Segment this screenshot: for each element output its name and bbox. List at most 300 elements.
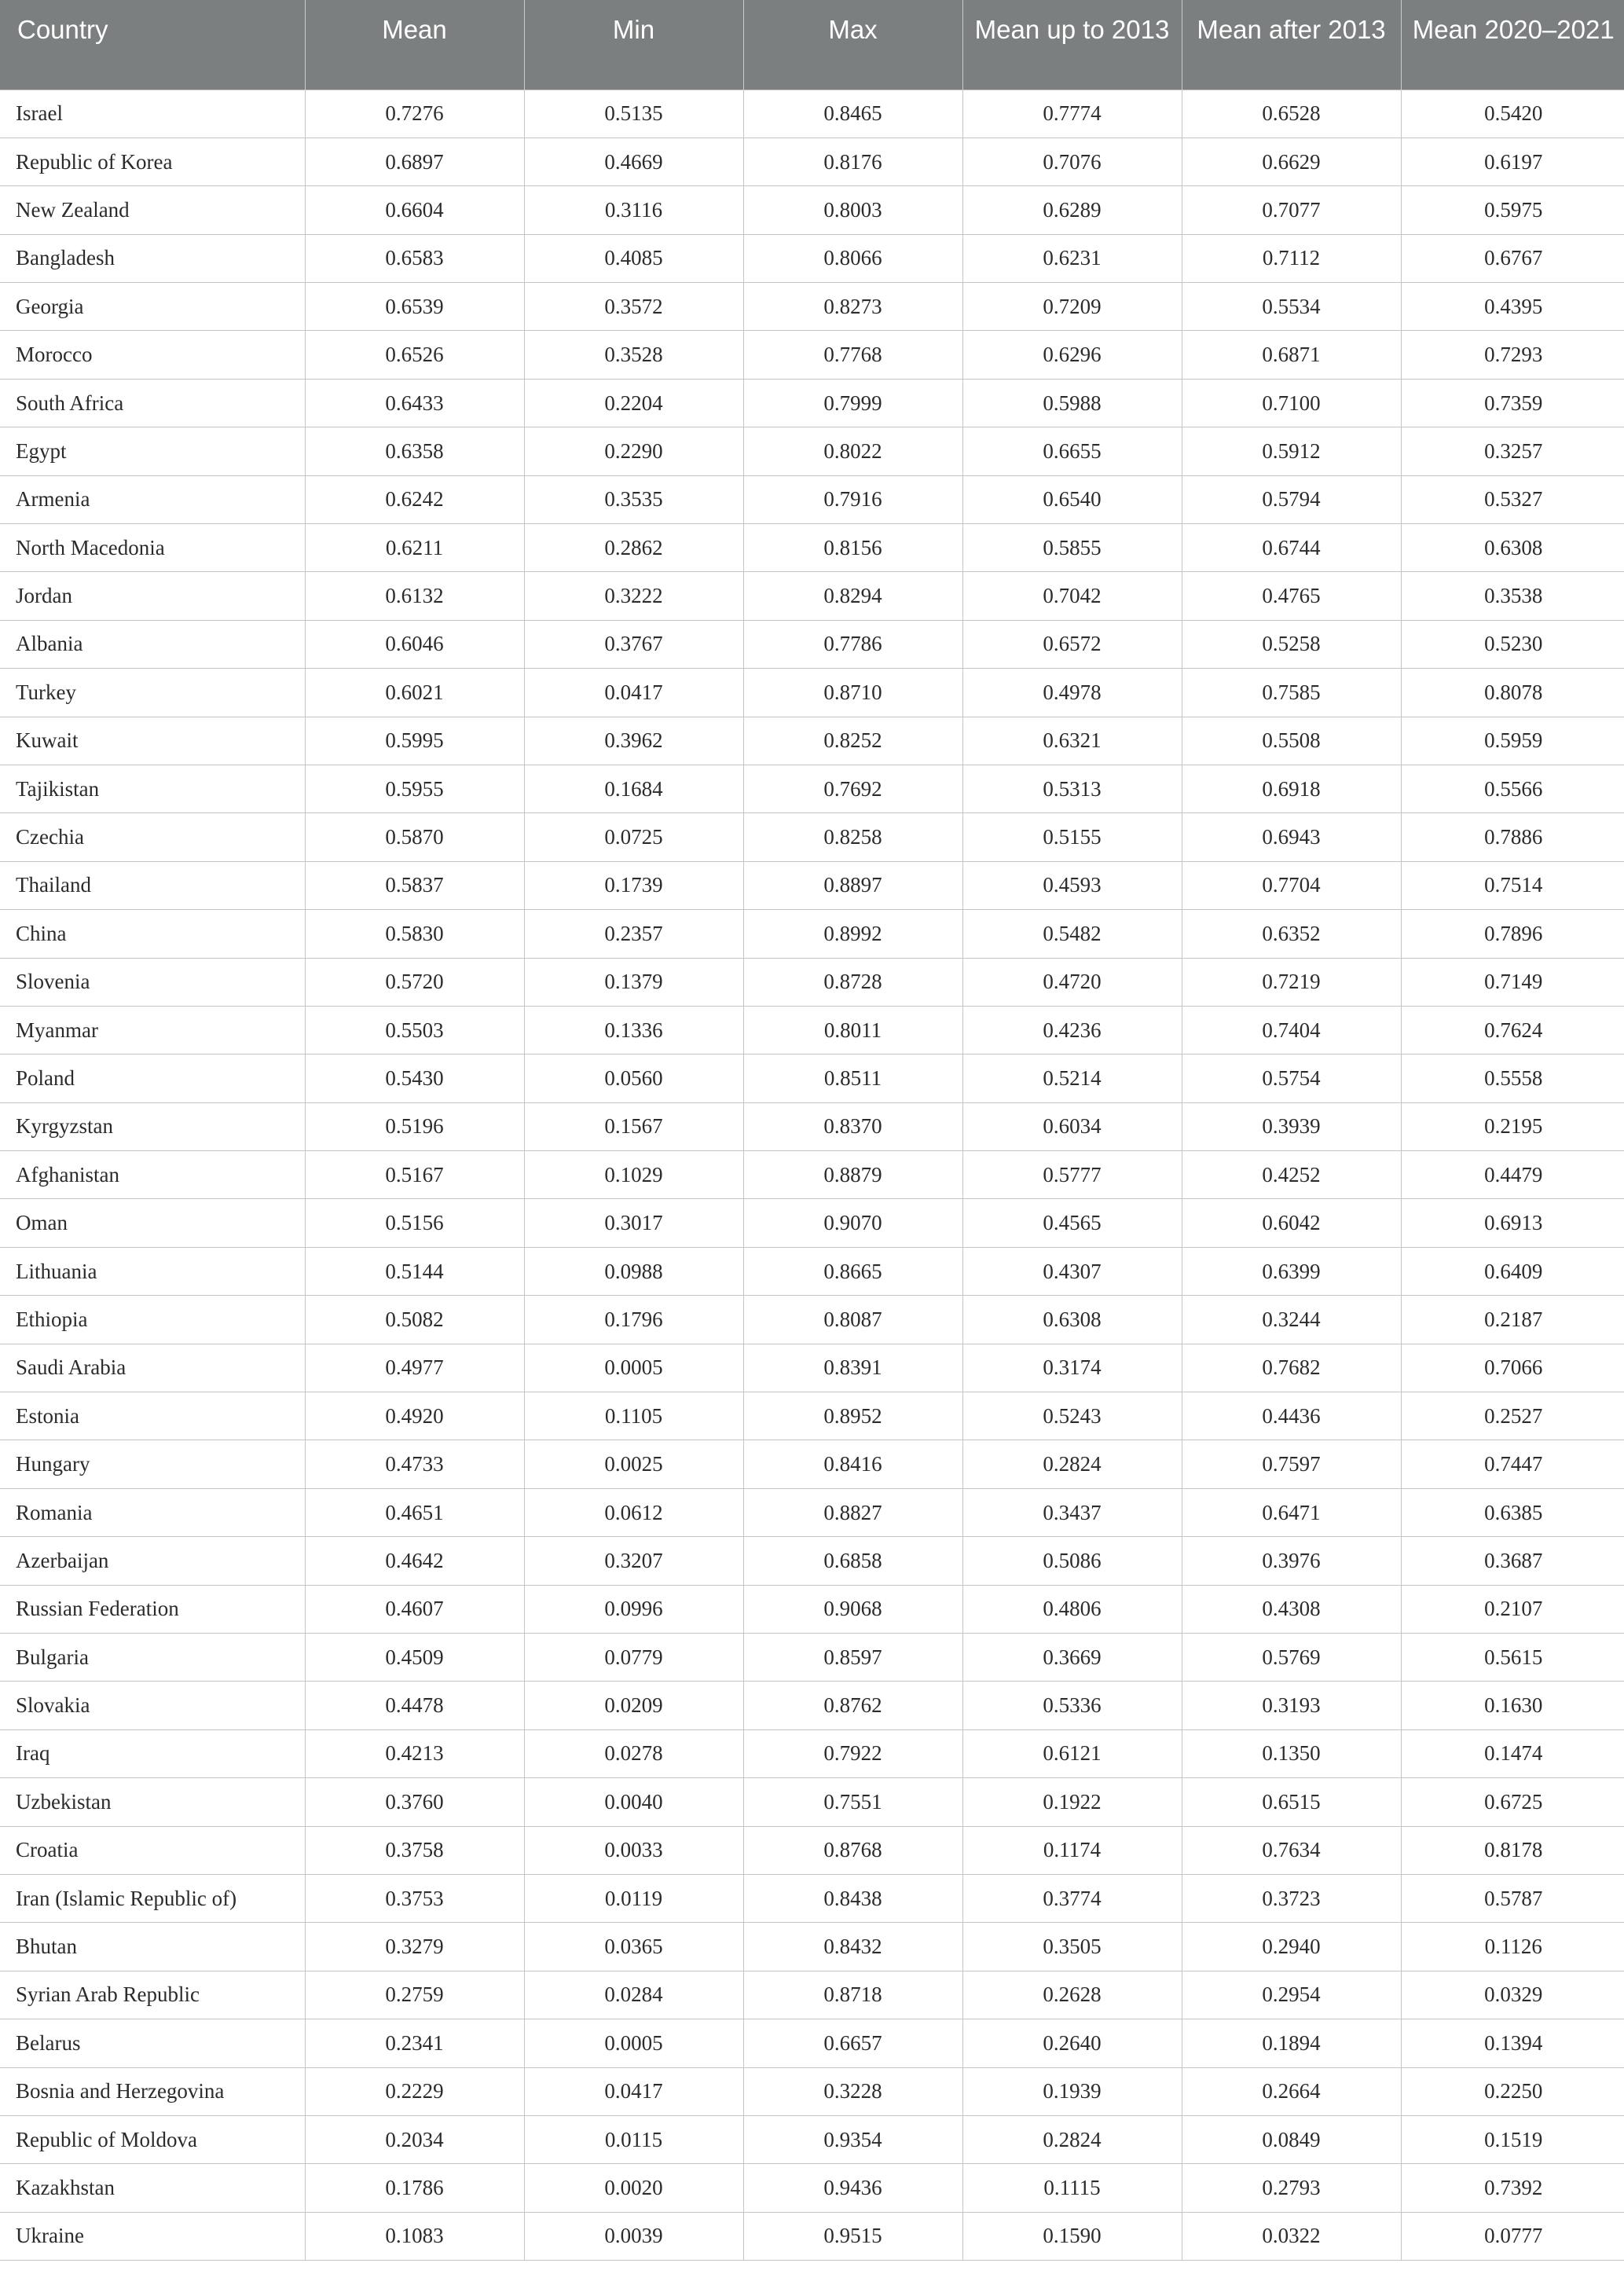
mean-cell: 0.5167: [305, 1151, 524, 1199]
max-cell: 0.6657: [743, 2019, 962, 2067]
table-row: [0, 2019, 1624, 2067]
mean-cell: 0.2759: [305, 1971, 524, 2019]
min-cell: 0.1379: [524, 958, 743, 1006]
mean-up-to-2013-cell: 0.6296: [962, 331, 1182, 379]
country-cell: Bangladesh: [0, 234, 305, 282]
table-row: [0, 1344, 1624, 1392]
table-row: [0, 861, 1624, 909]
mean-after-2013-cell: 0.6744: [1182, 524, 1401, 572]
mean-up-to-2013-cell: 0.7209: [962, 283, 1182, 331]
min-cell: 0.3222: [524, 572, 743, 620]
country-cell: Israel: [0, 90, 305, 138]
max-cell: 0.7999: [743, 379, 962, 427]
mean-2020-2021-cell: 0.3538: [1401, 572, 1624, 620]
mean-up-to-2013-cell: 0.3669: [962, 1634, 1182, 1682]
column-header-country: Country: [0, 0, 305, 90]
mean-up-to-2013-cell: 0.2824: [962, 2115, 1182, 2163]
mean-2020-2021-cell: 0.6308: [1401, 524, 1624, 572]
max-cell: 0.7551: [743, 1778, 962, 1826]
mean-up-to-2013-cell: 0.4720: [962, 958, 1182, 1006]
mean-2020-2021-cell: 0.8078: [1401, 669, 1624, 717]
max-cell: 0.8258: [743, 813, 962, 861]
mean-2020-2021-cell: 0.0777: [1401, 2212, 1624, 2260]
mean-cell: 0.5830: [305, 910, 524, 958]
country-cell: China: [0, 910, 305, 958]
country-cell: Ukraine: [0, 2212, 305, 2260]
table-row: [0, 90, 1624, 138]
country-cell: Syrian Arab Republic: [0, 1971, 305, 2019]
min-cell: 0.0039: [524, 2212, 743, 2260]
mean-cell: 0.2341: [305, 2019, 524, 2067]
table-row: [0, 1392, 1624, 1440]
country-cell: Armenia: [0, 475, 305, 523]
mean-2020-2021-cell: 0.6385: [1401, 1488, 1624, 1536]
table-row: [0, 186, 1624, 234]
country-cell: Lithuania: [0, 1247, 305, 1295]
table-row: [0, 669, 1624, 717]
max-cell: 0.8768: [743, 1826, 962, 1874]
mean-up-to-2013-cell: 0.1115: [962, 2164, 1182, 2212]
mean-up-to-2013-cell: 0.5086: [962, 1537, 1182, 1585]
mean-after-2013-cell: 0.3244: [1182, 1296, 1401, 1344]
country-cell: Slovakia: [0, 1682, 305, 1729]
min-cell: 0.0284: [524, 1971, 743, 2019]
mean-cell: 0.4213: [305, 1729, 524, 1777]
table-row: [0, 1634, 1624, 1682]
country-cell: Bulgaria: [0, 1634, 305, 1682]
table-row: [0, 138, 1624, 185]
max-cell: 0.8087: [743, 1296, 962, 1344]
mean-2020-2021-cell: 0.2107: [1401, 1585, 1624, 1633]
mean-after-2013-cell: 0.6629: [1182, 138, 1401, 185]
mean-2020-2021-cell: 0.7293: [1401, 331, 1624, 379]
mean-up-to-2013-cell: 0.6321: [962, 717, 1182, 765]
mean-cell: 0.5995: [305, 717, 524, 765]
table-row: [0, 2164, 1624, 2212]
country-cell: Czechia: [0, 813, 305, 861]
mean-after-2013-cell: 0.1350: [1182, 1729, 1401, 1777]
mean-cell: 0.6583: [305, 234, 524, 282]
country-cell: Russian Federation: [0, 1585, 305, 1633]
mean-2020-2021-cell: 0.5558: [1401, 1054, 1624, 1102]
mean-after-2013-cell: 0.7112: [1182, 234, 1401, 282]
min-cell: 0.0779: [524, 1634, 743, 1682]
mean-cell: 0.4920: [305, 1392, 524, 1440]
mean-2020-2021-cell: 0.5327: [1401, 475, 1624, 523]
country-cell: Afghanistan: [0, 1151, 305, 1199]
table-row: [0, 717, 1624, 765]
mean-cell: 0.6358: [305, 427, 524, 475]
mean-cell: 0.3753: [305, 1874, 524, 1922]
min-cell: 0.0996: [524, 1585, 743, 1633]
min-cell: 0.1796: [524, 1296, 743, 1344]
mean-after-2013-cell: 0.4308: [1182, 1585, 1401, 1633]
mean-2020-2021-cell: 0.5615: [1401, 1634, 1624, 1682]
country-cell: South Africa: [0, 379, 305, 427]
min-cell: 0.0020: [524, 2164, 743, 2212]
mean-after-2013-cell: 0.6943: [1182, 813, 1401, 861]
max-cell: 0.8252: [743, 717, 962, 765]
mean-up-to-2013-cell: 0.6308: [962, 1296, 1182, 1344]
mean-after-2013-cell: 0.6871: [1182, 331, 1401, 379]
max-cell: 0.8597: [743, 1634, 962, 1682]
country-cell: Estonia: [0, 1392, 305, 1440]
mean-cell: 0.4642: [305, 1537, 524, 1585]
mean-after-2013-cell: 0.7404: [1182, 1006, 1401, 1054]
min-cell: 0.4669: [524, 138, 743, 185]
table-row: [0, 1006, 1624, 1054]
max-cell: 0.9515: [743, 2212, 962, 2260]
mean-2020-2021-cell: 0.7149: [1401, 958, 1624, 1006]
mean-cell: 0.5082: [305, 1296, 524, 1344]
mean-up-to-2013-cell: 0.2824: [962, 1440, 1182, 1488]
min-cell: 0.0119: [524, 1874, 743, 1922]
min-cell: 0.3528: [524, 331, 743, 379]
mean-after-2013-cell: 0.7219: [1182, 958, 1401, 1006]
mean-cell: 0.6526: [305, 331, 524, 379]
mean-up-to-2013-cell: 0.1922: [962, 1778, 1182, 1826]
mean-2020-2021-cell: 0.6409: [1401, 1247, 1624, 1295]
mean-up-to-2013-cell: 0.6034: [962, 1102, 1182, 1150]
mean-2020-2021-cell: 0.1126: [1401, 1923, 1624, 1971]
mean-cell: 0.5144: [305, 1247, 524, 1295]
mean-up-to-2013-cell: 0.7774: [962, 90, 1182, 138]
min-cell: 0.0025: [524, 1440, 743, 1488]
country-cell: Iraq: [0, 1729, 305, 1777]
mean-after-2013-cell: 0.5258: [1182, 620, 1401, 668]
mean-after-2013-cell: 0.7597: [1182, 1440, 1401, 1488]
mean-after-2013-cell: 0.5534: [1182, 283, 1401, 331]
mean-after-2013-cell: 0.6042: [1182, 1199, 1401, 1247]
table-row: [0, 1923, 1624, 1971]
mean-cell: 0.6897: [305, 138, 524, 185]
country-cell: Hungary: [0, 1440, 305, 1488]
mean-2020-2021-cell: 0.5975: [1401, 186, 1624, 234]
min-cell: 0.0417: [524, 669, 743, 717]
country-cell: Morocco: [0, 331, 305, 379]
country-cell: Kuwait: [0, 717, 305, 765]
max-cell: 0.8438: [743, 1874, 962, 1922]
max-cell: 0.3228: [743, 2067, 962, 2115]
table-row: [0, 1729, 1624, 1777]
mean-after-2013-cell: 0.2793: [1182, 2164, 1401, 2212]
country-cell: Georgia: [0, 283, 305, 331]
max-cell: 0.9068: [743, 1585, 962, 1633]
max-cell: 0.8992: [743, 910, 962, 958]
max-cell: 0.8952: [743, 1392, 962, 1440]
mean-cell: 0.5955: [305, 765, 524, 812]
mean-after-2013-cell: 0.5912: [1182, 427, 1401, 475]
max-cell: 0.8294: [743, 572, 962, 620]
column-header-mean: Mean: [305, 0, 524, 90]
table-row: [0, 1440, 1624, 1488]
country-cell: Poland: [0, 1054, 305, 1102]
max-cell: 0.8273: [743, 283, 962, 331]
mean-up-to-2013-cell: 0.2628: [962, 1971, 1182, 2019]
mean-up-to-2013-cell: 0.7076: [962, 138, 1182, 185]
max-cell: 0.8827: [743, 1488, 962, 1536]
min-cell: 0.0005: [524, 2019, 743, 2067]
min-cell: 0.3572: [524, 283, 743, 331]
mean-up-to-2013-cell: 0.3437: [962, 1488, 1182, 1536]
mean-2020-2021-cell: 0.6913: [1401, 1199, 1624, 1247]
mean-after-2013-cell: 0.5769: [1182, 1634, 1401, 1682]
mean-up-to-2013-cell: 0.6655: [962, 427, 1182, 475]
mean-up-to-2013-cell: 0.6121: [962, 1729, 1182, 1777]
country-cell: Jordan: [0, 572, 305, 620]
mean-up-to-2013-cell: 0.6572: [962, 620, 1182, 668]
table-row: [0, 813, 1624, 861]
country-cell: Belarus: [0, 2019, 305, 2067]
max-cell: 0.8176: [743, 138, 962, 185]
mean-up-to-2013-cell: 0.4806: [962, 1585, 1182, 1633]
country-cell: Iran (Islamic Republic of): [0, 1874, 305, 1922]
mean-cell: 0.2034: [305, 2115, 524, 2163]
min-cell: 0.2357: [524, 910, 743, 958]
min-cell: 0.2862: [524, 524, 743, 572]
mean-up-to-2013-cell: 0.3505: [962, 1923, 1182, 1971]
mean-2020-2021-cell: 0.7514: [1401, 861, 1624, 909]
max-cell: 0.7768: [743, 331, 962, 379]
country-cell: Saudi Arabia: [0, 1344, 305, 1392]
min-cell: 0.0988: [524, 1247, 743, 1295]
mean-cell: 0.6604: [305, 186, 524, 234]
mean-2020-2021-cell: 0.6767: [1401, 234, 1624, 282]
mean-cell: 0.5870: [305, 813, 524, 861]
country-cell: Tajikistan: [0, 765, 305, 812]
min-cell: 0.0365: [524, 1923, 743, 1971]
max-cell: 0.9436: [743, 2164, 962, 2212]
max-cell: 0.8728: [743, 958, 962, 1006]
mean-2020-2021-cell: 0.0329: [1401, 1971, 1624, 2019]
min-cell: 0.0725: [524, 813, 743, 861]
table-row: [0, 2067, 1624, 2115]
mean-2020-2021-cell: 0.7392: [1401, 2164, 1624, 2212]
max-cell: 0.6858: [743, 1537, 962, 1585]
min-cell: 0.3207: [524, 1537, 743, 1585]
mean-up-to-2013-cell: 0.6231: [962, 234, 1182, 282]
max-cell: 0.7916: [743, 475, 962, 523]
max-cell: 0.8511: [743, 1054, 962, 1102]
max-cell: 0.8710: [743, 669, 962, 717]
country-cell: Bhutan: [0, 1923, 305, 1971]
min-cell: 0.0209: [524, 1682, 743, 1729]
country-cell: North Macedonia: [0, 524, 305, 572]
mean-cell: 0.5837: [305, 861, 524, 909]
table-row: [0, 1488, 1624, 1536]
max-cell: 0.8066: [743, 234, 962, 282]
min-cell: 0.5135: [524, 90, 743, 138]
mean-after-2013-cell: 0.5508: [1182, 717, 1401, 765]
min-cell: 0.1567: [524, 1102, 743, 1150]
mean-after-2013-cell: 0.6918: [1182, 765, 1401, 812]
mean-up-to-2013-cell: 0.1939: [962, 2067, 1182, 2115]
mean-2020-2021-cell: 0.1474: [1401, 1729, 1624, 1777]
mean-up-to-2013-cell: 0.3174: [962, 1344, 1182, 1392]
min-cell: 0.4085: [524, 234, 743, 282]
table-row: [0, 1199, 1624, 1247]
table-row: [0, 1585, 1624, 1633]
mean-up-to-2013-cell: 0.7042: [962, 572, 1182, 620]
country-cell: Bosnia and Herzegovina: [0, 2067, 305, 2115]
mean-up-to-2013-cell: 0.4978: [962, 669, 1182, 717]
mean-up-to-2013-cell: 0.4236: [962, 1006, 1182, 1054]
mean-after-2013-cell: 0.5794: [1182, 475, 1401, 523]
mean-after-2013-cell: 0.3193: [1182, 1682, 1401, 1729]
mean-after-2013-cell: 0.7704: [1182, 861, 1401, 909]
table-row: [0, 2212, 1624, 2260]
mean-cell: 0.4509: [305, 1634, 524, 1682]
mean-after-2013-cell: 0.7634: [1182, 1826, 1401, 1874]
country-cell: Thailand: [0, 861, 305, 909]
mean-cell: 0.4607: [305, 1585, 524, 1633]
country-cell: Myanmar: [0, 1006, 305, 1054]
country-cell: Oman: [0, 1199, 305, 1247]
mean-cell: 0.6211: [305, 524, 524, 572]
mean-2020-2021-cell: 0.2187: [1401, 1296, 1624, 1344]
column-header-min: Min: [524, 0, 743, 90]
mean-2020-2021-cell: 0.6197: [1401, 138, 1624, 185]
mean-cell: 0.4977: [305, 1344, 524, 1392]
mean-2020-2021-cell: 0.7896: [1401, 910, 1624, 958]
country-cell: Republic of Korea: [0, 138, 305, 185]
mean-cell: 0.3758: [305, 1826, 524, 1874]
mean-2020-2021-cell: 0.5566: [1401, 765, 1624, 812]
mean-after-2013-cell: 0.3723: [1182, 1874, 1401, 1922]
min-cell: 0.3962: [524, 717, 743, 765]
table-row: [0, 1054, 1624, 1102]
table-row: [0, 427, 1624, 475]
min-cell: 0.2204: [524, 379, 743, 427]
table-row: [0, 1826, 1624, 1874]
mean-2020-2021-cell: 0.1519: [1401, 2115, 1624, 2163]
mean-after-2013-cell: 0.3939: [1182, 1102, 1401, 1150]
max-cell: 0.8416: [743, 1440, 962, 1488]
min-cell: 0.0417: [524, 2067, 743, 2115]
mean-up-to-2013-cell: 0.5243: [962, 1392, 1182, 1440]
mean-cell: 0.5196: [305, 1102, 524, 1150]
table-row: [0, 331, 1624, 379]
mean-up-to-2013-cell: 0.4593: [962, 861, 1182, 909]
mean-up-to-2013-cell: 0.5482: [962, 910, 1182, 958]
mean-after-2013-cell: 0.6471: [1182, 1488, 1401, 1536]
max-cell: 0.8003: [743, 186, 962, 234]
mean-2020-2021-cell: 0.5959: [1401, 717, 1624, 765]
mean-after-2013-cell: 0.7585: [1182, 669, 1401, 717]
mean-2020-2021-cell: 0.7359: [1401, 379, 1624, 427]
column-header-mean-2020-2021: Mean 2020–2021: [1401, 0, 1624, 90]
country-cell: Azerbaijan: [0, 1537, 305, 1585]
country-cell: New Zealand: [0, 186, 305, 234]
min-cell: 0.2290: [524, 427, 743, 475]
country-cell: Egypt: [0, 427, 305, 475]
table-row: [0, 1682, 1624, 1729]
table-row: [0, 910, 1624, 958]
country-cell: Republic of Moldova: [0, 2115, 305, 2163]
max-cell: 0.8391: [743, 1344, 962, 1392]
mean-cell: 0.7276: [305, 90, 524, 138]
table-row: [0, 765, 1624, 812]
mean-after-2013-cell: 0.4765: [1182, 572, 1401, 620]
mean-up-to-2013-cell: 0.5855: [962, 524, 1182, 572]
table-header-row: [0, 0, 1624, 90]
mean-cell: 0.6539: [305, 283, 524, 331]
mean-2020-2021-cell: 0.7447: [1401, 1440, 1624, 1488]
min-cell: 0.3017: [524, 1199, 743, 1247]
mean-2020-2021-cell: 0.5787: [1401, 1874, 1624, 1922]
max-cell: 0.8465: [743, 90, 962, 138]
mean-2020-2021-cell: 0.7886: [1401, 813, 1624, 861]
table-row: [0, 475, 1624, 523]
mean-2020-2021-cell: 0.7066: [1401, 1344, 1624, 1392]
max-cell: 0.8762: [743, 1682, 962, 1729]
column-header-mean-after-2013: Mean after 2013: [1182, 0, 1401, 90]
mean-cell: 0.5430: [305, 1054, 524, 1102]
table-row: [0, 2115, 1624, 2163]
mean-2020-2021-cell: 0.4479: [1401, 1151, 1624, 1199]
table-row: [0, 1537, 1624, 1585]
table-row: [0, 234, 1624, 282]
table-row: [0, 1874, 1624, 1922]
mean-after-2013-cell: 0.7077: [1182, 186, 1401, 234]
mean-cell: 0.5503: [305, 1006, 524, 1054]
mean-after-2013-cell: 0.0322: [1182, 2212, 1401, 2260]
mean-after-2013-cell: 0.6399: [1182, 1247, 1401, 1295]
min-cell: 0.0033: [524, 1826, 743, 1874]
mean-up-to-2013-cell: 0.6540: [962, 475, 1182, 523]
mean-after-2013-cell: 0.3976: [1182, 1537, 1401, 1585]
mean-2020-2021-cell: 0.3687: [1401, 1537, 1624, 1585]
max-cell: 0.8432: [743, 1923, 962, 1971]
min-cell: 0.1029: [524, 1151, 743, 1199]
min-cell: 0.1105: [524, 1392, 743, 1440]
table-row: [0, 958, 1624, 1006]
mean-up-to-2013-cell: 0.5336: [962, 1682, 1182, 1729]
mean-up-to-2013-cell: 0.1174: [962, 1826, 1182, 1874]
mean-cell: 0.3279: [305, 1923, 524, 1971]
max-cell: 0.7692: [743, 765, 962, 812]
table-row: [0, 1971, 1624, 2019]
mean-after-2013-cell: 0.2940: [1182, 1923, 1401, 1971]
mean-cell: 0.1083: [305, 2212, 524, 2260]
mean-after-2013-cell: 0.2664: [1182, 2067, 1401, 2115]
min-cell: 0.1739: [524, 861, 743, 909]
min-cell: 0.0115: [524, 2115, 743, 2163]
table-row: [0, 283, 1624, 331]
column-header-max: Max: [743, 0, 962, 90]
mean-up-to-2013-cell: 0.5988: [962, 379, 1182, 427]
max-cell: 0.7922: [743, 1729, 962, 1777]
table-row: [0, 620, 1624, 668]
min-cell: 0.0560: [524, 1054, 743, 1102]
mean-after-2013-cell: 0.7682: [1182, 1344, 1401, 1392]
table-row: [0, 572, 1624, 620]
mean-cell: 0.4478: [305, 1682, 524, 1729]
mean-cell: 0.5156: [305, 1199, 524, 1247]
mean-cell: 0.2229: [305, 2067, 524, 2115]
max-cell: 0.8022: [743, 427, 962, 475]
table-row: [0, 1296, 1624, 1344]
mean-after-2013-cell: 0.6352: [1182, 910, 1401, 958]
country-cell: Slovenia: [0, 958, 305, 1006]
mean-cell: 0.4733: [305, 1440, 524, 1488]
table-body: [0, 90, 1624, 2261]
country-cell: Kyrgyzstan: [0, 1102, 305, 1150]
table-row: [0, 1247, 1624, 1295]
mean-up-to-2013-cell: 0.5777: [962, 1151, 1182, 1199]
min-cell: 0.3116: [524, 186, 743, 234]
country-cell: Romania: [0, 1488, 305, 1536]
